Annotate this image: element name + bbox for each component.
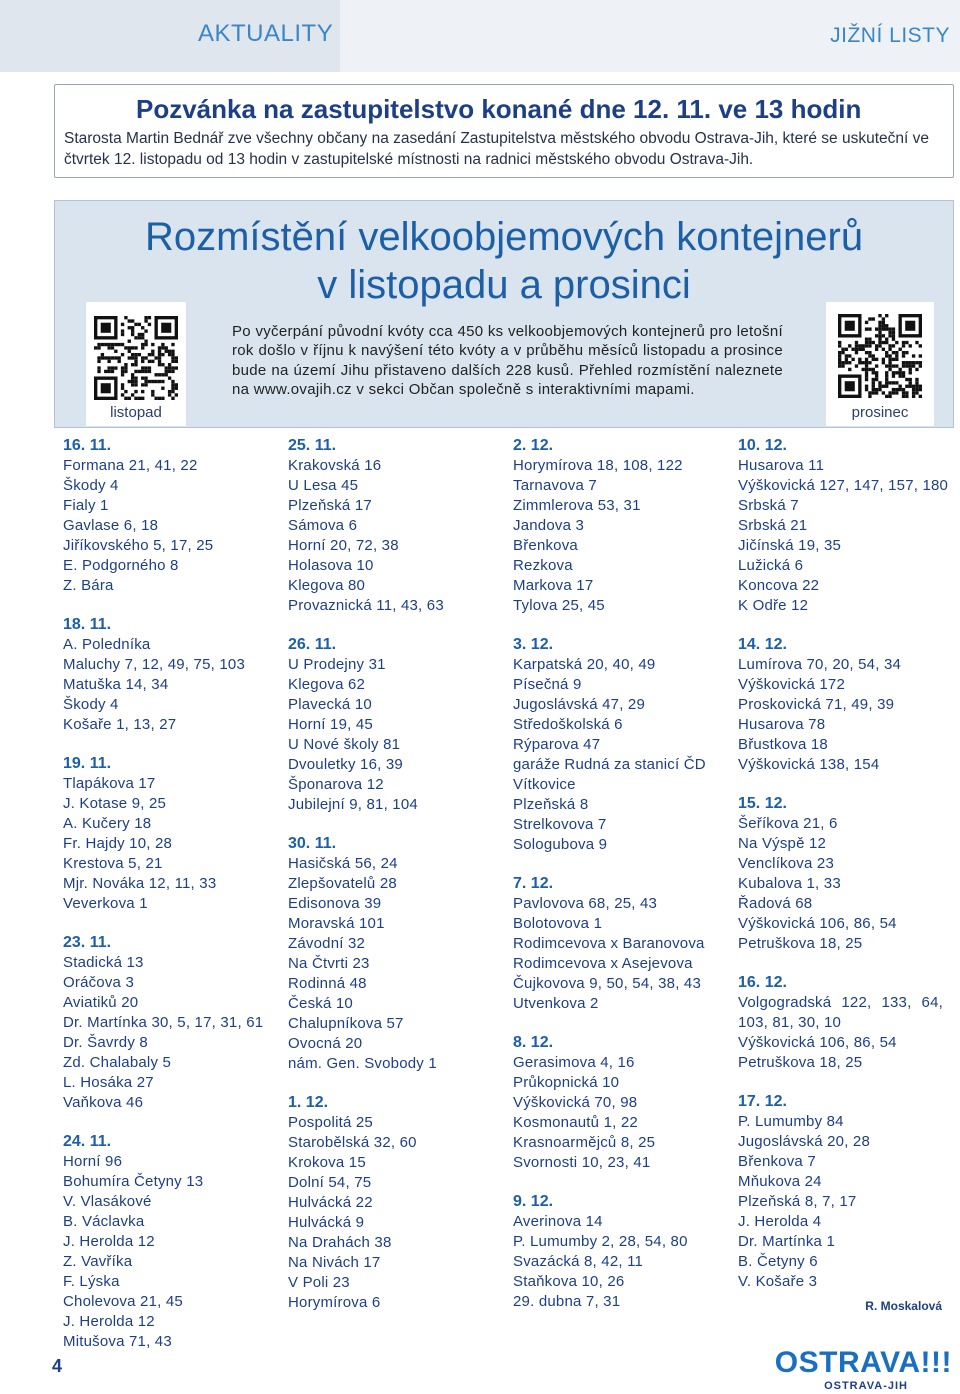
schedule-address: Zlepšovatelů 28 [288,875,397,892]
schedule-address: Ovocná 20 [288,1035,363,1052]
schedule-date: 16. 11. [63,437,112,454]
schedule-address: Husarova 11 [738,457,825,474]
schedule-address: Tylova 25, 45 [513,597,605,614]
schedule-address: Dvouletky 16, 39 [288,756,403,773]
schedule-address: Provaznická 11, 43, 63 [288,597,444,614]
schedule-address: Klegova 80 [288,577,366,594]
qr-code-december[interactable] [826,302,934,426]
schedule-address: Mitušova 71, 43 [63,1333,172,1350]
schedule-address: Na Výspě 12 [738,835,827,852]
schedule-address: J. Herolda 12 [63,1233,155,1250]
schedule-address: Jugoslávská 20, 28 [738,1133,871,1150]
schedule-address: Plzeňská 8 [513,796,589,813]
schedule-address: Sámova 6 [288,517,358,534]
schedule-address: Cholevova 21, 45 [63,1293,183,1310]
schedule-address: Škody 4 [63,477,119,494]
logo-main: OSTRAVA!!! [774,1346,952,1379]
schedule-address: P. Lumumby 2, 28, 54, 80 [513,1233,688,1250]
schedule-address: F. Lýska [63,1273,120,1290]
schedule-address: Jandova 3 [513,517,585,534]
schedule-address: Výškovická 172 [738,676,846,693]
schedule-address: Plzeňská 8, 7, 17 [738,1193,857,1210]
schedule-address: Výškovická 70, 98 [513,1094,638,1111]
schedule-address: Řadová 68 [738,895,813,912]
schedule-address: Srbská 7 [738,497,799,514]
section-label: AKTUALITY [198,20,334,47]
schedule-address: Jiříkovského 5, 17, 25 [63,537,214,554]
schedule-address: Husarova 78 [738,716,826,733]
schedule-address: Svornosti 10, 23, 41 [513,1154,651,1171]
schedule-address: Z. Vavříka [63,1253,133,1270]
schedule-address: Volgogradská 122, 133, 64, 103, 81, 30, 10 [738,994,943,1031]
schedule-address: Středoškolská 6 [513,716,623,733]
schedule-address: Pospolitá 25 [288,1114,373,1131]
schedule-address: Vítkovice [513,776,576,793]
schedule-address: Na Drahách 38 [288,1234,392,1251]
schedule-address: Škody 4 [63,696,119,713]
schedule-address: Výškovická 106, 86, 54 [738,915,897,932]
schedule-address: Rodimcevova x Baranovova [513,935,705,952]
schedule-address: Dr. Martínka 1 [738,1233,835,1250]
schedule-address: Košaře 1, 13, 27 [63,716,177,733]
schedule-address: Šponarova 12 [288,776,384,793]
logo-sub: OSTRAVA-JIH [824,1380,908,1392]
schedule-address: nám. Gen. Svobody 1 [288,1055,437,1072]
schedule-column-3 [513,436,733,1312]
schedule-date: 10. 12. [738,437,787,454]
schedule-address: Jugoslávská 47, 29 [513,696,646,713]
feature-box [54,200,954,428]
schedule-address: Strelkovova 7 [513,816,607,833]
schedule-address: Matuška 14, 34 [63,676,169,693]
schedule-address: Rodimcevova x Asejevova [513,955,693,972]
schedule-address: Klegova 62 [288,676,366,693]
schedule-address: Svazácká 8, 42, 11 [513,1253,644,1270]
invitation-box [54,84,954,178]
schedule-address: Bolotovova 1 [513,915,603,932]
schedule-address: Výškovická 127, 147, 157, 180 [738,477,949,494]
schedule-date: 16. 12. [738,974,787,991]
schedule-address: Jičínská 19, 35 [738,537,842,554]
schedule-address: Markova 17 [513,577,594,594]
section-header [0,0,960,72]
schedule-date: 9. 12. [513,1193,554,1210]
publication-name: JIŽNÍ LISTY [830,24,950,47]
schedule-column-1 [63,436,283,1352]
schedule-address: Šeříkova 21, 6 [738,815,838,832]
schedule-address: A. Poledníka [63,636,151,653]
schedule-address: Horní 96 [63,1153,123,1170]
schedule-address: Krakovská 16 [288,457,382,474]
schedule-address: Na Nivách 17 [288,1254,381,1271]
schedule-address: K Odře 12 [738,597,809,614]
schedule-date: 17. 12. [738,1093,787,1110]
schedule-address: Averinova 14 [513,1213,603,1230]
schedule-date: 19. 11. [63,755,112,772]
qr-label-november: listopad [110,404,162,421]
schedule-address: Sologubova 9 [513,836,608,853]
schedule-address: Horymírova 18, 108, 122 [513,457,683,474]
schedule-date: 24. 11. [63,1133,112,1150]
schedule-address: E. Podgorného 8 [63,557,179,574]
schedule-address: A. Kučery 18 [63,815,152,832]
schedule-address: Stadická 13 [63,954,144,971]
feature-title-line-1: Rozmístění velkoobjemových kontejnerů [144,215,864,259]
schedule-address: Břenkova [513,537,578,554]
schedule-address: Mjr. Nováka 12, 11, 33 [63,875,217,892]
schedule-address: Výškovická 138, 154 [738,756,880,773]
schedule-date: 26. 11. [288,636,337,653]
schedule-date: 18. 11. [63,616,112,633]
schedule-address: Hulvácká 22 [288,1194,373,1211]
schedule-address: Holasova 10 [288,557,374,574]
schedule-address: Vaňkova 46 [63,1094,144,1111]
schedule-address: U Lesa 45 [288,477,359,494]
schedule-address: Krokova 15 [288,1154,366,1171]
schedule-address: Hulvácká 9 [288,1214,365,1231]
invitation-title: Pozvánka na zastupitelstvo konané dne 12. 11. ve 13 hodin [136,94,862,124]
schedule-address: J. Kotase 9, 25 [63,795,167,812]
schedule-date: 1. 12. [288,1094,329,1111]
qr-code-icon [838,314,922,398]
schedule-address: V. Košaře 3 [738,1273,818,1290]
schedule-address: Rodinná 48 [288,975,367,992]
schedule-address: Fr. Hajdy 10, 28 [63,835,173,852]
schedule-address: Gavlase 6, 18 [63,517,159,534]
schedule-address: Formana 21, 41, 22 [63,457,198,474]
schedule-address: B. Četyny 6 [738,1253,818,1270]
schedule-address: Zimmlerova 53, 31 [513,497,641,514]
schedule-address: Krestova 5, 21 [63,855,163,872]
schedule-address: Chalupníkova 57 [288,1015,404,1032]
feature-title [55,213,953,309]
schedule-address: Čujkovova 9, 50, 54, 38, 43 [513,975,702,992]
schedule-address: V Poli 23 [288,1274,350,1291]
schedule-address: Fialy 1 [63,497,109,514]
schedule-address: Krasnoarmějců 8, 25 [513,1134,656,1151]
schedule-address: Oráčova 3 [63,974,134,991]
schedule-address: Bohumíra Četyny 13 [63,1173,204,1190]
schedule-address: Karpatská 20, 40, 49 [513,656,656,673]
schedule-date: 23. 11. [63,934,112,951]
schedule-address: V. Vlasákové [63,1193,152,1210]
schedule-address: L. Hosáka 27 [63,1074,154,1091]
schedule-address: Dr. Šavrdy 8 [63,1034,148,1051]
schedule-address: Utvenkova 2 [513,995,599,1012]
schedule-address: Srbská 21 [738,517,808,534]
schedule-address: Břenkova 7 [738,1153,816,1170]
schedule-date: 2. 12. [513,437,554,454]
feature-title-line-2: v listopadu a prosinci [317,263,691,307]
schedule-date: 30. 11. [288,835,337,852]
schedule-address: J. Herolda 4 [738,1213,822,1230]
schedule-address: Lumírova 70, 20, 54, 34 [738,656,902,673]
qr-code-icon [94,316,178,400]
schedule-address: Závodní 32 [288,935,366,952]
feature-intro: Po vyčerpání původní kvóty cca 450 ks velkoobjemových kontejnerů pro letošní rok došlo v říjnu k navýšení této kvóty a v průběhu měsíců listopadu a prosince bude na území Jihu přistaveno dalších 228 kusů. Přehled rozmístění naleznete na www.ovajih.cz v sekci Občan společně s interaktivními mapami. [232,323,783,398]
schedule-address: Petruškova 18, 25 [738,1054,863,1071]
schedule-address: Rýparova 47 [513,736,601,753]
schedule-address: Lužická 6 [738,557,804,574]
schedule-address: Z. Bára [63,577,114,594]
schedule-date: 14. 12. [738,636,787,653]
schedule-address: Proskovická 71, 49, 39 [738,696,895,713]
schedule-address: Výškovická 106, 86, 54 [738,1034,897,1051]
schedule-address: B. Václavka [63,1213,145,1230]
schedule-address: Kosmonautů 1, 22 [513,1114,638,1131]
schedule-address: Rezkova [513,557,573,574]
schedule-date: 15. 12. [738,795,787,812]
schedule-address: P. Lumumby 84 [738,1113,844,1130]
schedule-address: Hasičská 56, 24 [288,855,398,872]
schedule-address: Horní 20, 72, 38 [288,537,399,554]
schedule-address: Břustkova 18 [738,736,828,753]
schedule-address: Aviatiků 20 [63,994,139,1011]
schedule-address: Tlapákova 17 [63,775,156,792]
schedule-date: 3. 12. [513,636,554,653]
schedule-address: Pavlovova 68, 25, 43 [513,895,658,912]
schedule-address: Plavecká 10 [288,696,372,713]
schedule-address: Na Čtvrti 23 [288,955,370,972]
schedule-address: Kubalova 1, 33 [738,875,841,892]
schedule-address: Plzeňská 17 [288,497,372,514]
schedule-address: Starobělská 32, 60 [288,1134,417,1151]
schedule-address: Dr. Martínka 30, 5, 17, 31, 61 [63,1014,264,1031]
schedule-column-2 [288,436,508,1313]
schedule-address: Tarnavova 7 [513,477,597,494]
schedule-address: Zd. Chalabaly 5 [63,1054,172,1071]
schedule-address: Česká 10 [288,995,353,1012]
qr-label-december: prosinec [851,404,909,421]
ostrava-logo [774,1346,952,1392]
schedule-address: Venclíkova 23 [738,855,834,872]
schedule-date: 7. 12. [513,875,554,892]
author: R. Moskalová [865,1299,942,1313]
schedule-address: Písečná 9 [513,676,582,693]
schedule-address: Gerasimova 4, 16 [513,1054,635,1071]
schedule-address: Maluchy 7, 12, 49, 75, 103 [63,656,245,673]
schedule-address: Horymírova 6 [288,1294,381,1311]
schedule-address: garáže Rudná za stanicí ČD [513,756,706,773]
schedule-address: Dolní 54, 75 [288,1174,372,1191]
schedule-address: Koncova 22 [738,577,820,594]
schedule-address: Mňukova 24 [738,1173,822,1190]
schedule-address: Edisonova 39 [288,895,382,912]
schedule-address: 29. dubna 7, 31 [513,1293,621,1310]
schedule-date: 25. 11. [288,437,337,454]
schedule-address: Veverkova 1 [63,895,148,912]
schedule-address: J. Herolda 12 [63,1313,155,1330]
schedule-address: Jubilejní 9, 81, 104 [288,796,418,813]
schedule-address: Petruškova 18, 25 [738,935,863,952]
schedule-address: Staňkova 10, 26 [513,1273,625,1290]
schedule-address: Moravská 101 [288,915,385,932]
qr-code-november[interactable] [86,302,186,426]
schedule-address: Průkopnická 10 [513,1074,620,1091]
page-number: 4 [52,1356,63,1376]
schedule-column-4 [738,436,949,1292]
schedule-date: 8. 12. [513,1034,554,1051]
schedule-address: U Prodejny 31 [288,656,386,673]
schedule-address: U Nové školy 81 [288,736,401,753]
invitation-text: Starosta Martin Bednář zve všechny občany na zasedání Zastupitelstva městského obvodu Ostrava-Jih, které se uskuteční ve čtvrtek 12. listopadu od 13 hodin v zastupitelské místnosti na radnici městského obvodu Ostrava-Jih. [64,130,929,168]
schedule-address: Horní 19, 45 [288,716,373,733]
